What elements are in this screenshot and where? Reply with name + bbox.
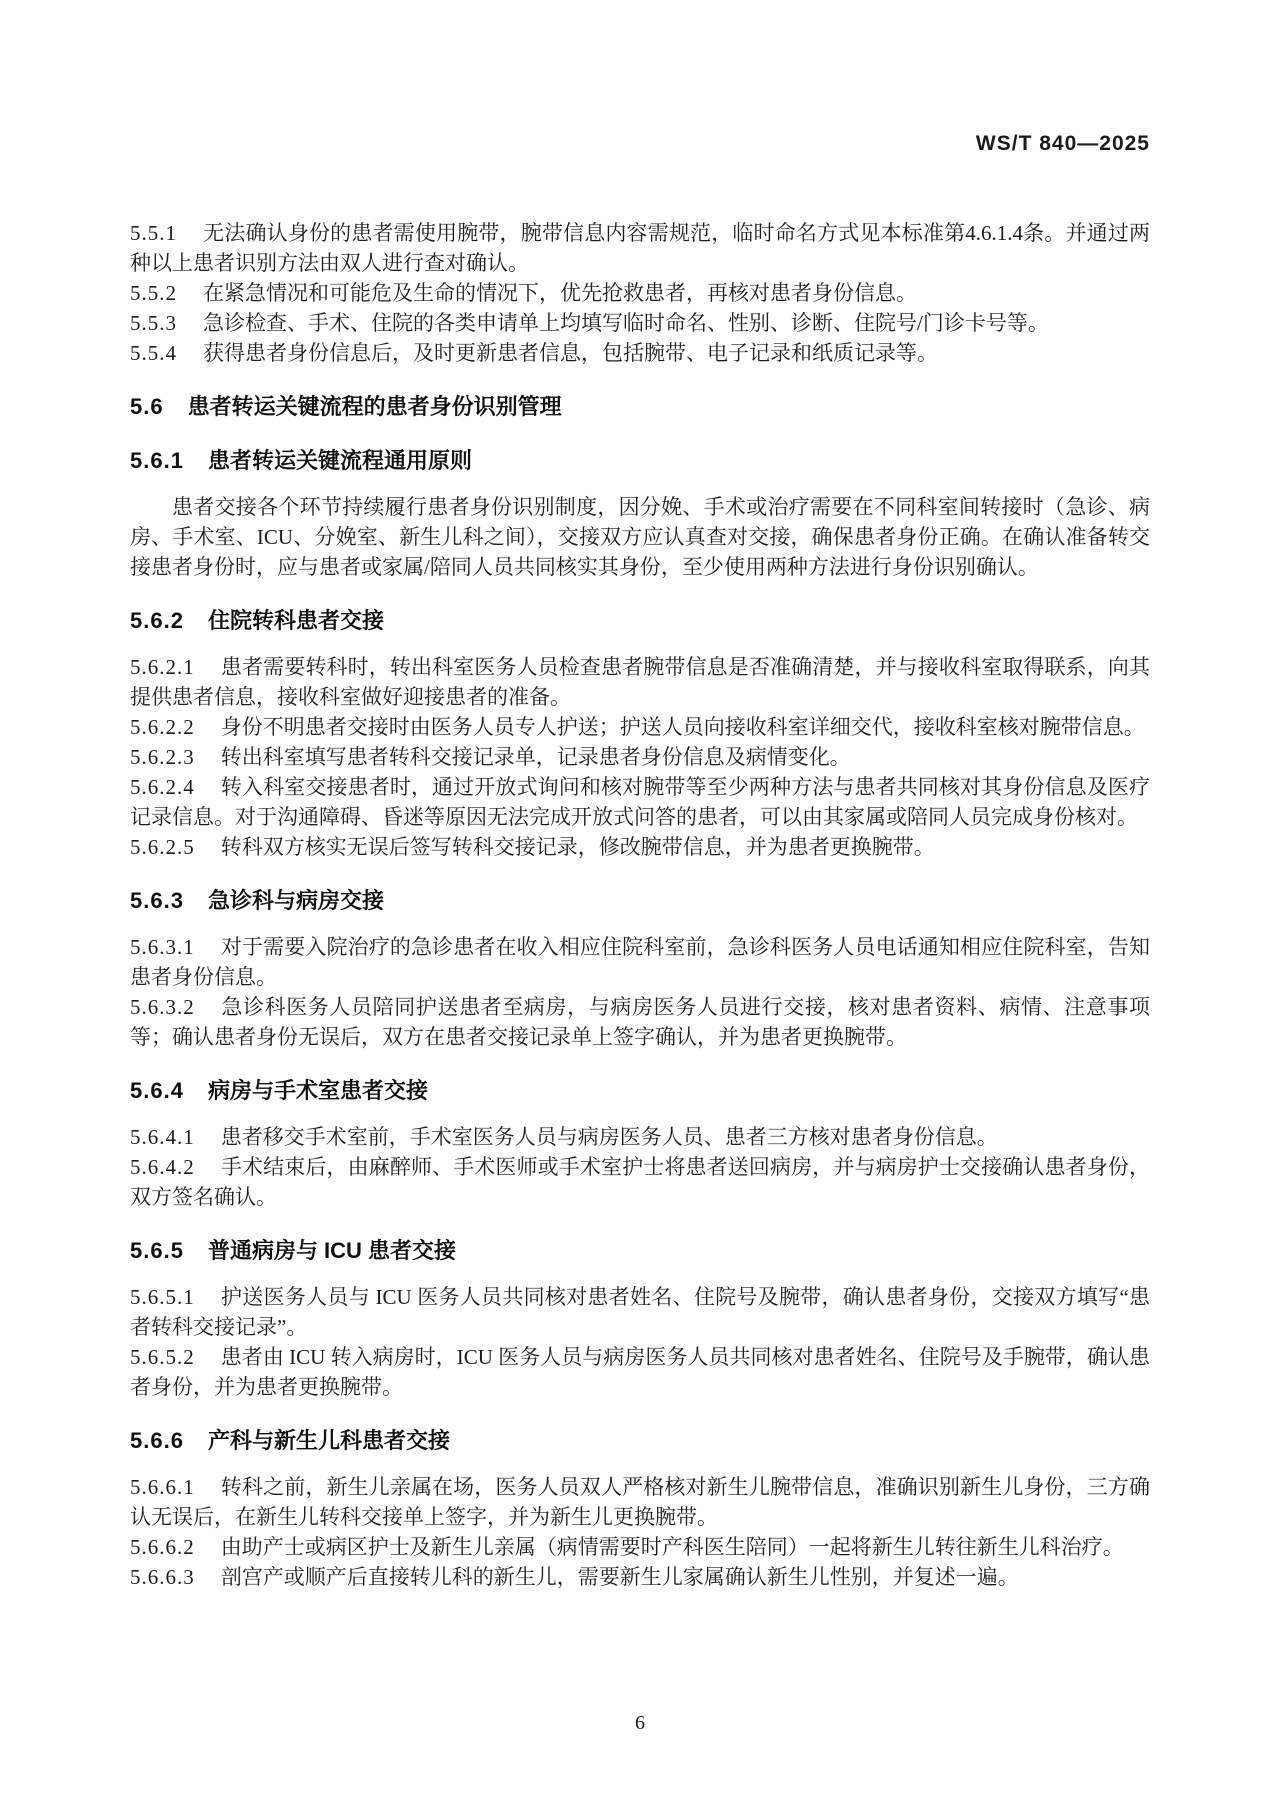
clause-text: 急诊检查、手术、住院的各类申请单上均填写临时命名、性别、诊断、住院号/门诊卡号等。 xyxy=(203,311,1049,335)
section-number: 5.6.1 xyxy=(130,448,184,473)
page-number: 6 xyxy=(635,1712,645,1734)
clause-number: 5.6.2.3 xyxy=(130,745,195,769)
clause-number: 5.6.6.1 xyxy=(130,1475,195,1499)
section-heading-5-6-5 xyxy=(130,1236,1150,1266)
section-heading-5-6-2 xyxy=(130,606,1150,636)
clause-text: 患者由 ICU 转入病房时，ICU 医务人员与病房医务人员共同核对患者姓名、住院号及手腕带，确认患者身份，并为患者更换腕带。 xyxy=(130,1345,1150,1399)
clause-number: 5.6.6.3 xyxy=(130,1565,195,1589)
clause-number: 5.6.6.2 xyxy=(130,1535,195,1559)
section-number: 5.6 xyxy=(130,394,164,419)
clause-5-6-2-5 xyxy=(130,832,1150,862)
clause-5-6-2-4 xyxy=(130,772,1150,832)
section-title: 患者转运关键流程的患者身份识别管理 xyxy=(187,394,562,419)
clause-5-5-2 xyxy=(130,278,1150,308)
clause-text: 无法确认身份的患者需使用腕带，腕带信息内容需规范，临时命名方式见本标准第4.6.1.4条。并通过两种以上患者识别方法由双人进行查对确认。 xyxy=(130,221,1150,275)
clause-text: 转科双方核实无误后签写转科交接记录，修改腕带信息，并为患者更换腕带。 xyxy=(220,835,935,859)
clause-5-6-3-1 xyxy=(130,932,1150,992)
clause-5-6-4-2 xyxy=(130,1152,1150,1212)
clause-number: 5.6.2.4 xyxy=(130,775,195,799)
clause-5-6-3-2 xyxy=(130,992,1150,1052)
clause-5-6-4-1 xyxy=(130,1122,1150,1152)
clause-number: 5.5.4 xyxy=(130,341,177,365)
clause-number: 5.6.5.1 xyxy=(130,1285,195,1309)
section-number: 5.6.4 xyxy=(130,1078,184,1103)
clause-number: 5.6.3.2 xyxy=(130,995,195,1019)
clause-number: 5.5.3 xyxy=(130,311,177,335)
section-heading-5-6-6 xyxy=(130,1426,1150,1456)
section-number: 5.6.2 xyxy=(130,608,184,633)
clause-number: 5.6.2.2 xyxy=(130,715,195,739)
clause-number: 5.6.3.1 xyxy=(130,935,195,959)
clause-text: 身份不明患者交接时由医务人员专人护送；护送人员向接收科室详细交代，接收科室核对腕带信息。 xyxy=(220,715,1145,739)
clause-number: 5.6.2.5 xyxy=(130,835,195,859)
section-title: 病房与手术室患者交接 xyxy=(207,1078,428,1103)
section-title: 普通病房与 ICU 患者交接 xyxy=(207,1238,457,1263)
clause-text: 护送医务人员与 ICU 医务人员共同核对患者姓名、住院号及腕带，确认患者身份，交接双方填写“患者转科交接记录”。 xyxy=(130,1285,1150,1339)
clause-text: 患者需要转科时，转出科室医务人员检查患者腕带信息是否准确清楚，并与接收科室取得联系，向其提供患者信息，接收科室做好迎接患者的准备。 xyxy=(130,655,1150,709)
clause-text: 获得患者身份信息后，及时更新患者信息，包括腕带、电子记录和纸质记录等。 xyxy=(203,341,938,365)
section-number: 5.6.3 xyxy=(130,888,184,913)
body-paragraph: 患者交接各个环节持续履行患者身份识别制度，因分娩、手术或治疗需要在不同科室间转接时（急诊、病房、手术室、ICU、分娩室、新生儿科之间），交接双方应认真查对交接，确保患者身份正确。在确认准备转交接患者身份时，应与患者或家属/陪同人员共同核实其身份，至少使用两种方法进行身份识别确认。 xyxy=(130,495,1150,579)
section-heading-5-6-4 xyxy=(130,1076,1150,1106)
clause-text: 对于需要入院治疗的急诊患者在收入相应住院科室前，急诊科医务人员电话通知相应住院科室，告知患者身份信息。 xyxy=(130,935,1150,989)
clause-5-5-1 xyxy=(130,218,1150,278)
clause-number: 5.6.4.2 xyxy=(130,1155,195,1179)
section-title: 急诊科与病房交接 xyxy=(207,888,384,913)
clause-number: 5.5.2 xyxy=(130,281,177,305)
clause-text: 在紧急情况和可能危及生命的情况下，优先抢救患者，再核对患者身份信息。 xyxy=(203,281,917,305)
clause-number: 5.6.5.2 xyxy=(130,1345,195,1369)
section-heading-5-6 xyxy=(130,392,1150,422)
clause-5-6-6-1 xyxy=(130,1472,1150,1532)
clause-text: 转科之前，新生儿亲属在场，医务人员双人严格核对新生儿腕带信息，准确识别新生儿身份，三方确认无误后，在新生儿转科交接单上签字，并为新生儿更换腕带。 xyxy=(130,1475,1150,1529)
clause-text: 由助产士或病区护士及新生儿亲属（病情需要时产科医生陪同）一起将新生儿转往新生儿科治疗。 xyxy=(220,1535,1124,1559)
section-title: 产科与新生儿科患者交接 xyxy=(207,1428,450,1453)
section-heading-5-6-1 xyxy=(130,446,1150,476)
clause-5-6-2-1 xyxy=(130,652,1150,712)
clause-5-6-2-3 xyxy=(130,742,1150,772)
clause-number: 5.6.2.1 xyxy=(130,655,195,679)
clause-number: 5.6.4.1 xyxy=(130,1125,195,1149)
clause-5-6-5-2 xyxy=(130,1342,1150,1402)
clause-text: 剖宫产或顺产后直接转儿科的新生儿，需要新生儿家属确认新生儿性别，并复述一遍。 xyxy=(220,1565,1019,1589)
clause-text: 患者移交手术室前，手术室医务人员与病房医务人员、患者三方核对患者身份信息。 xyxy=(220,1125,998,1149)
section-title: 患者转运关键流程通用原则 xyxy=(207,448,472,473)
clause-5-5-4 xyxy=(130,338,1150,368)
section-heading-5-6-3 xyxy=(130,886,1150,916)
clause-5-6-6-3 xyxy=(130,1562,1150,1592)
section-number: 5.6.6 xyxy=(130,1428,184,1453)
clause-5-6-5-1 xyxy=(130,1282,1150,1342)
clause-5-5-3 xyxy=(130,308,1150,338)
standard-code-header: WS/T 840—2025 xyxy=(975,132,1150,155)
clause-text: 转出科室填写患者转科交接记录单，记录患者身份信息及病情变化。 xyxy=(220,745,851,769)
clause-text: 急诊科医务人员陪同护送患者至病房，与病房医务人员进行交接，核对患者资料、病情、注意事项等；确认患者身份无误后，双方在患者交接记录单上签字确认，并为患者更换腕带。 xyxy=(130,995,1150,1049)
section-title: 住院转科患者交接 xyxy=(207,608,384,633)
clause-text: 转入科室交接患者时，通过开放式询问和核对腕带等至少两种方法与患者共同核对其身份信息及医疗记录信息。对于沟通障碍、昏迷等原因无法完成开放式问答的患者，可以由其家属或陪同人员完成身份核对。 xyxy=(130,775,1150,829)
clause-5-6-6-2 xyxy=(130,1532,1150,1562)
clause-5-6-2-2 xyxy=(130,712,1150,742)
section-number: 5.6.5 xyxy=(130,1238,184,1263)
clause-text: 手术结束后，由麻醉师、手术医师或手术室护士将患者送回病房，并与病房护士交接确认患者身份，双方签名确认。 xyxy=(130,1155,1150,1209)
clause-number: 5.5.1 xyxy=(130,221,177,245)
document-body xyxy=(130,218,1150,1592)
